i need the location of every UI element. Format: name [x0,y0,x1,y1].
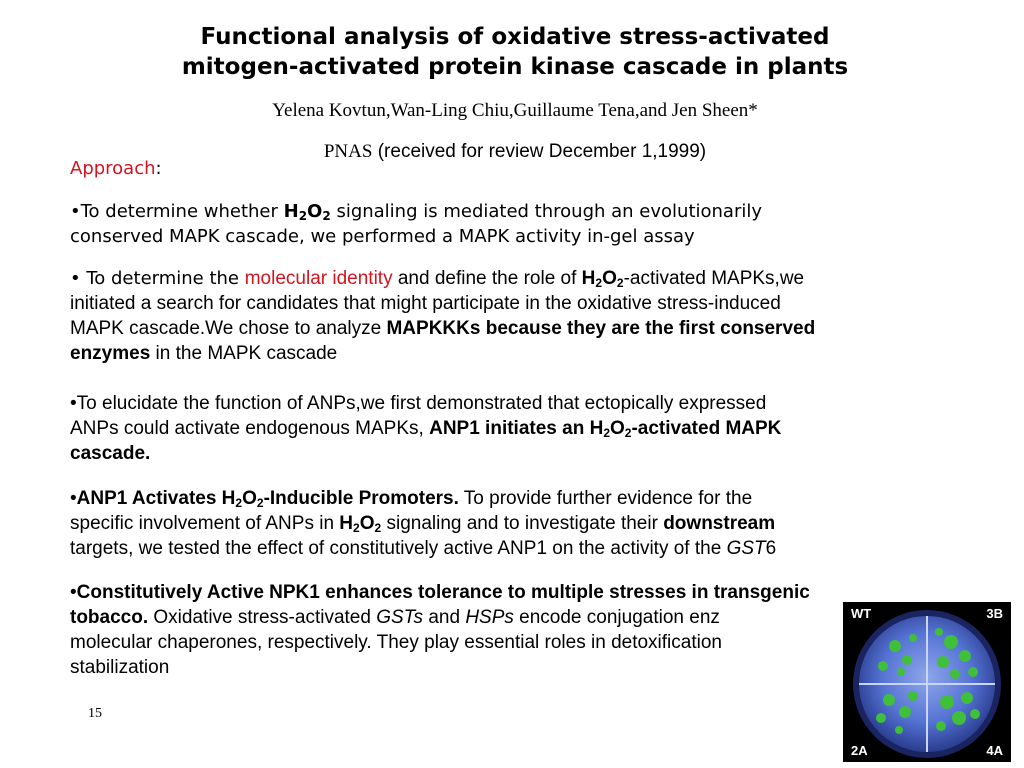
text-run: •To determine whether [70,201,284,222]
text-run: and define the role of [392,268,582,289]
bullet-1-line-1 [70,199,970,224]
subscript: 2 [235,496,243,510]
bullet-3-line-1: •To elucidate the function of ANPs,we first demonstrated that ectopically expressed [70,393,767,414]
bold-run [77,488,459,509]
bullet-4-line-3 [70,536,970,561]
italic-run: GST [726,538,766,559]
subscript: 2 [374,521,382,535]
journal-line [120,141,910,163]
bullet-5-line-1 [70,580,970,605]
text-run: H [283,201,299,222]
subscript: 2 [624,426,632,440]
bullet-5 [70,580,970,680]
h2o2-formula [339,513,381,534]
h2o2-formula [582,268,624,289]
text-run: H [581,268,596,289]
subscript: 2 [616,276,624,290]
subscript: 2 [603,426,610,440]
text-run: MAPK cascade.We chose to analyze [70,318,387,339]
text-run: O [602,268,617,289]
plate-label-wt: WT [851,606,872,621]
approach-label: Approach [70,158,156,179]
text-run: ANPs could activate endogenous MAPKs, [70,418,430,439]
bold-run [429,418,781,439]
text-run: encode conjugation enz [513,607,720,628]
bullet-5-line-3: molecular chaperones, respectively. They play essential roles in detoxification [70,632,722,653]
bullet-2 [70,266,970,366]
text-run: To provide further evidence for the [458,488,753,509]
title-line-2: mitogen-activated protein kinase cascade in plants [181,54,849,80]
text-run: -activated MAPKs,we [623,268,805,289]
text-run: O [307,201,323,222]
text-run: specific involvement of ANPs in [70,513,340,534]
bold-run: cascade. [70,443,151,464]
italic-run: GSTs [376,607,424,628]
bold-run: Constitutively Active NPK1 enhances tolerance to multiple stresses in transgenic [76,582,810,603]
approach-heading [70,158,162,179]
text-run: and [423,607,466,628]
bullet-3-line-2 [70,416,970,441]
plate-label-4a: 4A [986,743,1003,758]
approach-colon: : [155,158,162,179]
page-number: 15 [88,706,102,721]
text-run: O [242,488,257,509]
text-run: Oxidative stress-activated [148,607,377,628]
petri-dish-photo [843,602,1011,762]
plate-label-2a: 2A [851,743,868,758]
text-run: signaling and to investigate their [381,513,664,534]
bullet-4 [70,486,970,561]
italic-run: HSPs [465,607,514,628]
bullet-2-line-1 [70,266,970,291]
title-line-1: Functional analysis of oxidative stress-activated [200,24,830,50]
bold-run: downstream [663,513,776,534]
bold-run: tobacco. [70,607,149,628]
subscript: 2 [322,209,331,223]
bullet-mark: • [70,582,77,603]
subscript: 2 [353,521,360,535]
bullet-5-line-4: stabilization [70,657,170,678]
text-run: ANP1 initiates an H [429,418,604,439]
subscript: 2 [595,276,603,290]
bullet-5-line-2 [70,605,970,630]
text-run: H [339,513,354,534]
authors: Yelena Kovtun,Wan-Ling Chiu,Guillaume Tena,and Jen Sheen* [272,100,758,121]
text-run: -Inducible Promoters. [263,488,459,509]
text-run: targets, we tested the effect of constitutively active ANP1 on the activity of the [70,538,727,559]
text-run: O [610,418,625,439]
bullet-2-line-4 [70,341,970,366]
text-run: in the MAPK cascade [150,343,338,364]
bullet-2-line-2: initiated a search for candidates that might participate in the oxidative stress-induced [70,293,781,314]
bullet-4-line-2 [70,511,970,536]
text-run: • To determine the [70,268,245,289]
petri-dish-illustration [843,602,1011,762]
bullet-1-line-2: conserved MAPK cascade, we performed a MAPK activity in-gel assay [70,226,695,247]
bullet-2-line-3 [70,316,970,341]
bullet-4-line-1 [70,486,970,511]
bullet-3 [70,391,970,466]
bold-run: enzymes [70,343,151,364]
slide-title [120,22,910,82]
text-run: 6 [765,538,777,559]
bullet-3-line-3 [70,441,970,466]
subscript: 2 [298,209,308,223]
bullet-mark: • [70,488,77,509]
highlight-molecular-identity: molecular identity [244,268,393,289]
text-run: ANP1 Activates H [76,488,236,509]
plate-label-3b: 3B [986,606,1003,621]
text-run: O [359,513,375,534]
h2o2-formula [284,201,331,222]
bullet-1 [70,199,970,249]
subscript: 2 [256,496,264,510]
received-date: (received for review December 1,1999) [377,141,707,162]
bold-run: MAPKKKs because they are the first conserved [386,318,816,339]
text-run: -activated MAPK [631,418,782,439]
journal-name: PNAS [323,141,373,162]
text-run: signaling is mediated through an evolutionarily [330,201,763,222]
